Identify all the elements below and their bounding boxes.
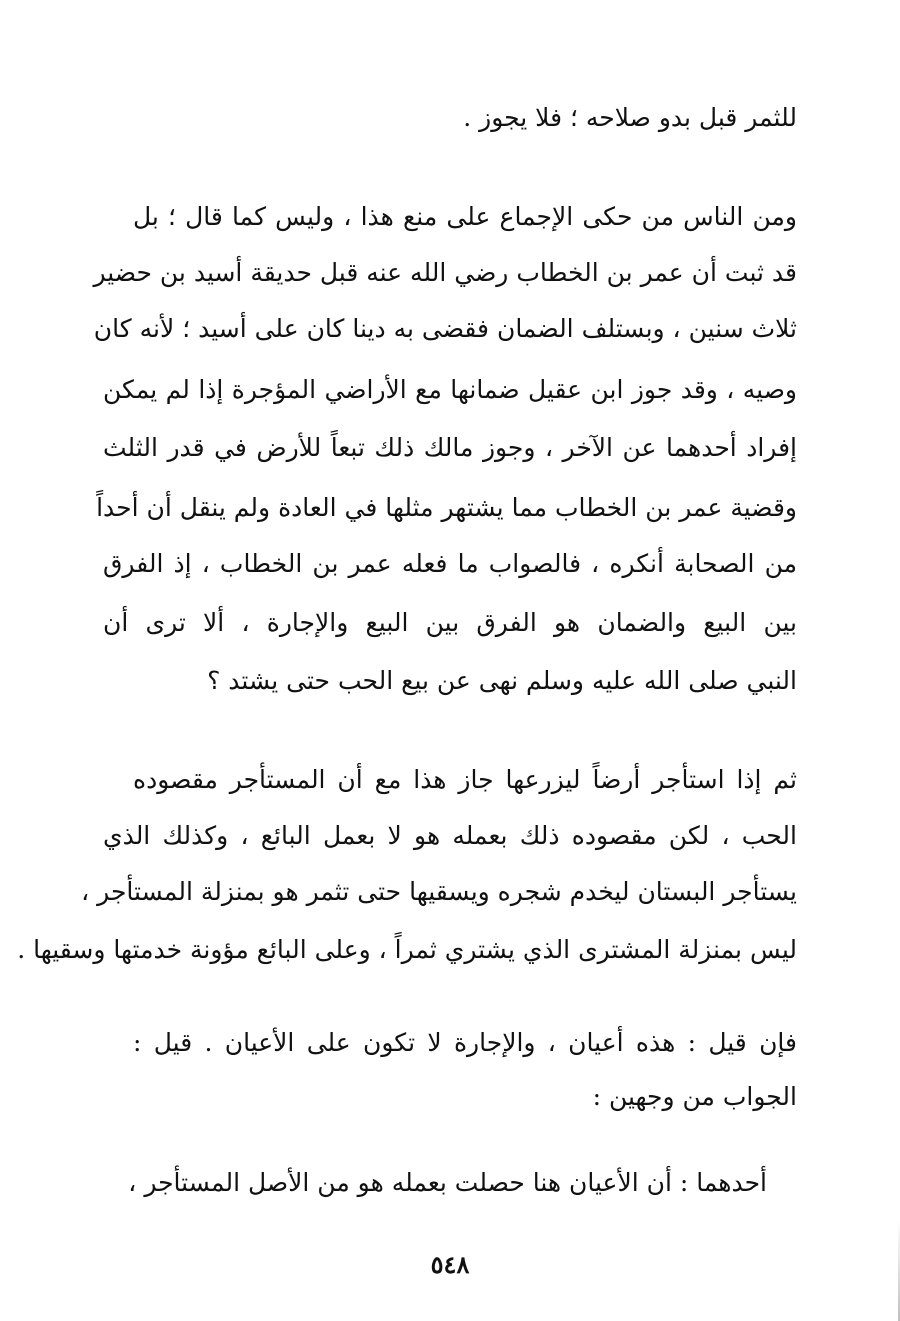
text-line: وصيه ، وقد جوز ابن عقيل ضمانها مع الأراضي المؤجرة إذا لم يمكن [103,375,797,404]
text-line: أحدهما : أن الأعيان هنا حصلت بعمله هو من الأصل المستأجر ، [128,1168,767,1197]
text-line: الجواب من وجهين : [592,1082,797,1111]
text-line: فإن قيل : هذه أعيان ، والإجارة لا تكون على الأعيان . قيل : [133,1028,797,1057]
text-line: إفراد أحدهما عن الآخر ، وجوز مالك ذلك تبعاً للأرض في قدر الثلث [103,433,797,462]
text-line: يستأجر البستان ليخدم شجره ويسقيها حتى تثمر هو بمنزلة المستأجر ، [81,877,797,906]
text-line: قد ثبت أن عمر بن الخطاب رضي الله عنه قبل حديقة أسيد بن حضير [93,258,797,287]
page-number: ٥٤٨ [430,1250,470,1279]
text-line: وقضية عمر بن الخطاب مما يشتهر مثلها في العادة ولم ينقل أن أحداً [96,493,797,522]
text-line: النبي صلى الله عليه وسلم نهى عن بيع الحب حتى يشتد ؟ [207,666,797,695]
text-line: ثلاث سنين ، وبستلف الضمان فقضى به دينا كان على أسيد ؛ لأنه كان [93,314,797,343]
text-line: للثمر قبل بدو صلاحه ؛ فلا يجوز . [463,103,797,132]
text-line: من الصحابة أنكره ، فالصواب ما فعله عمر بن الخطاب ، إذ الفرق [103,549,797,578]
text-line: ليس بمنزلة المشترى الذي يشتري ثمراً ، وعلى البائع مؤونة خدمتها وسقيها . [17,935,797,964]
text-line: ومن الناس من حكى الإجماع على منع هذا ، وليس كما قال ؛ بل [133,202,797,231]
text-line: الحب ، لكن مقصوده ذلك بعمله هو لا بعمل البائع ، وكذلك الذي [103,821,797,850]
text-line: بين البيع والضمان هو الفرق بين البيع والإجارة ، ألا ترى أن [103,608,797,637]
text-line: ثم إذا استأجر أرضاً ليزرعها جاز هذا مع أن المستأجر مقصوده [133,765,797,794]
